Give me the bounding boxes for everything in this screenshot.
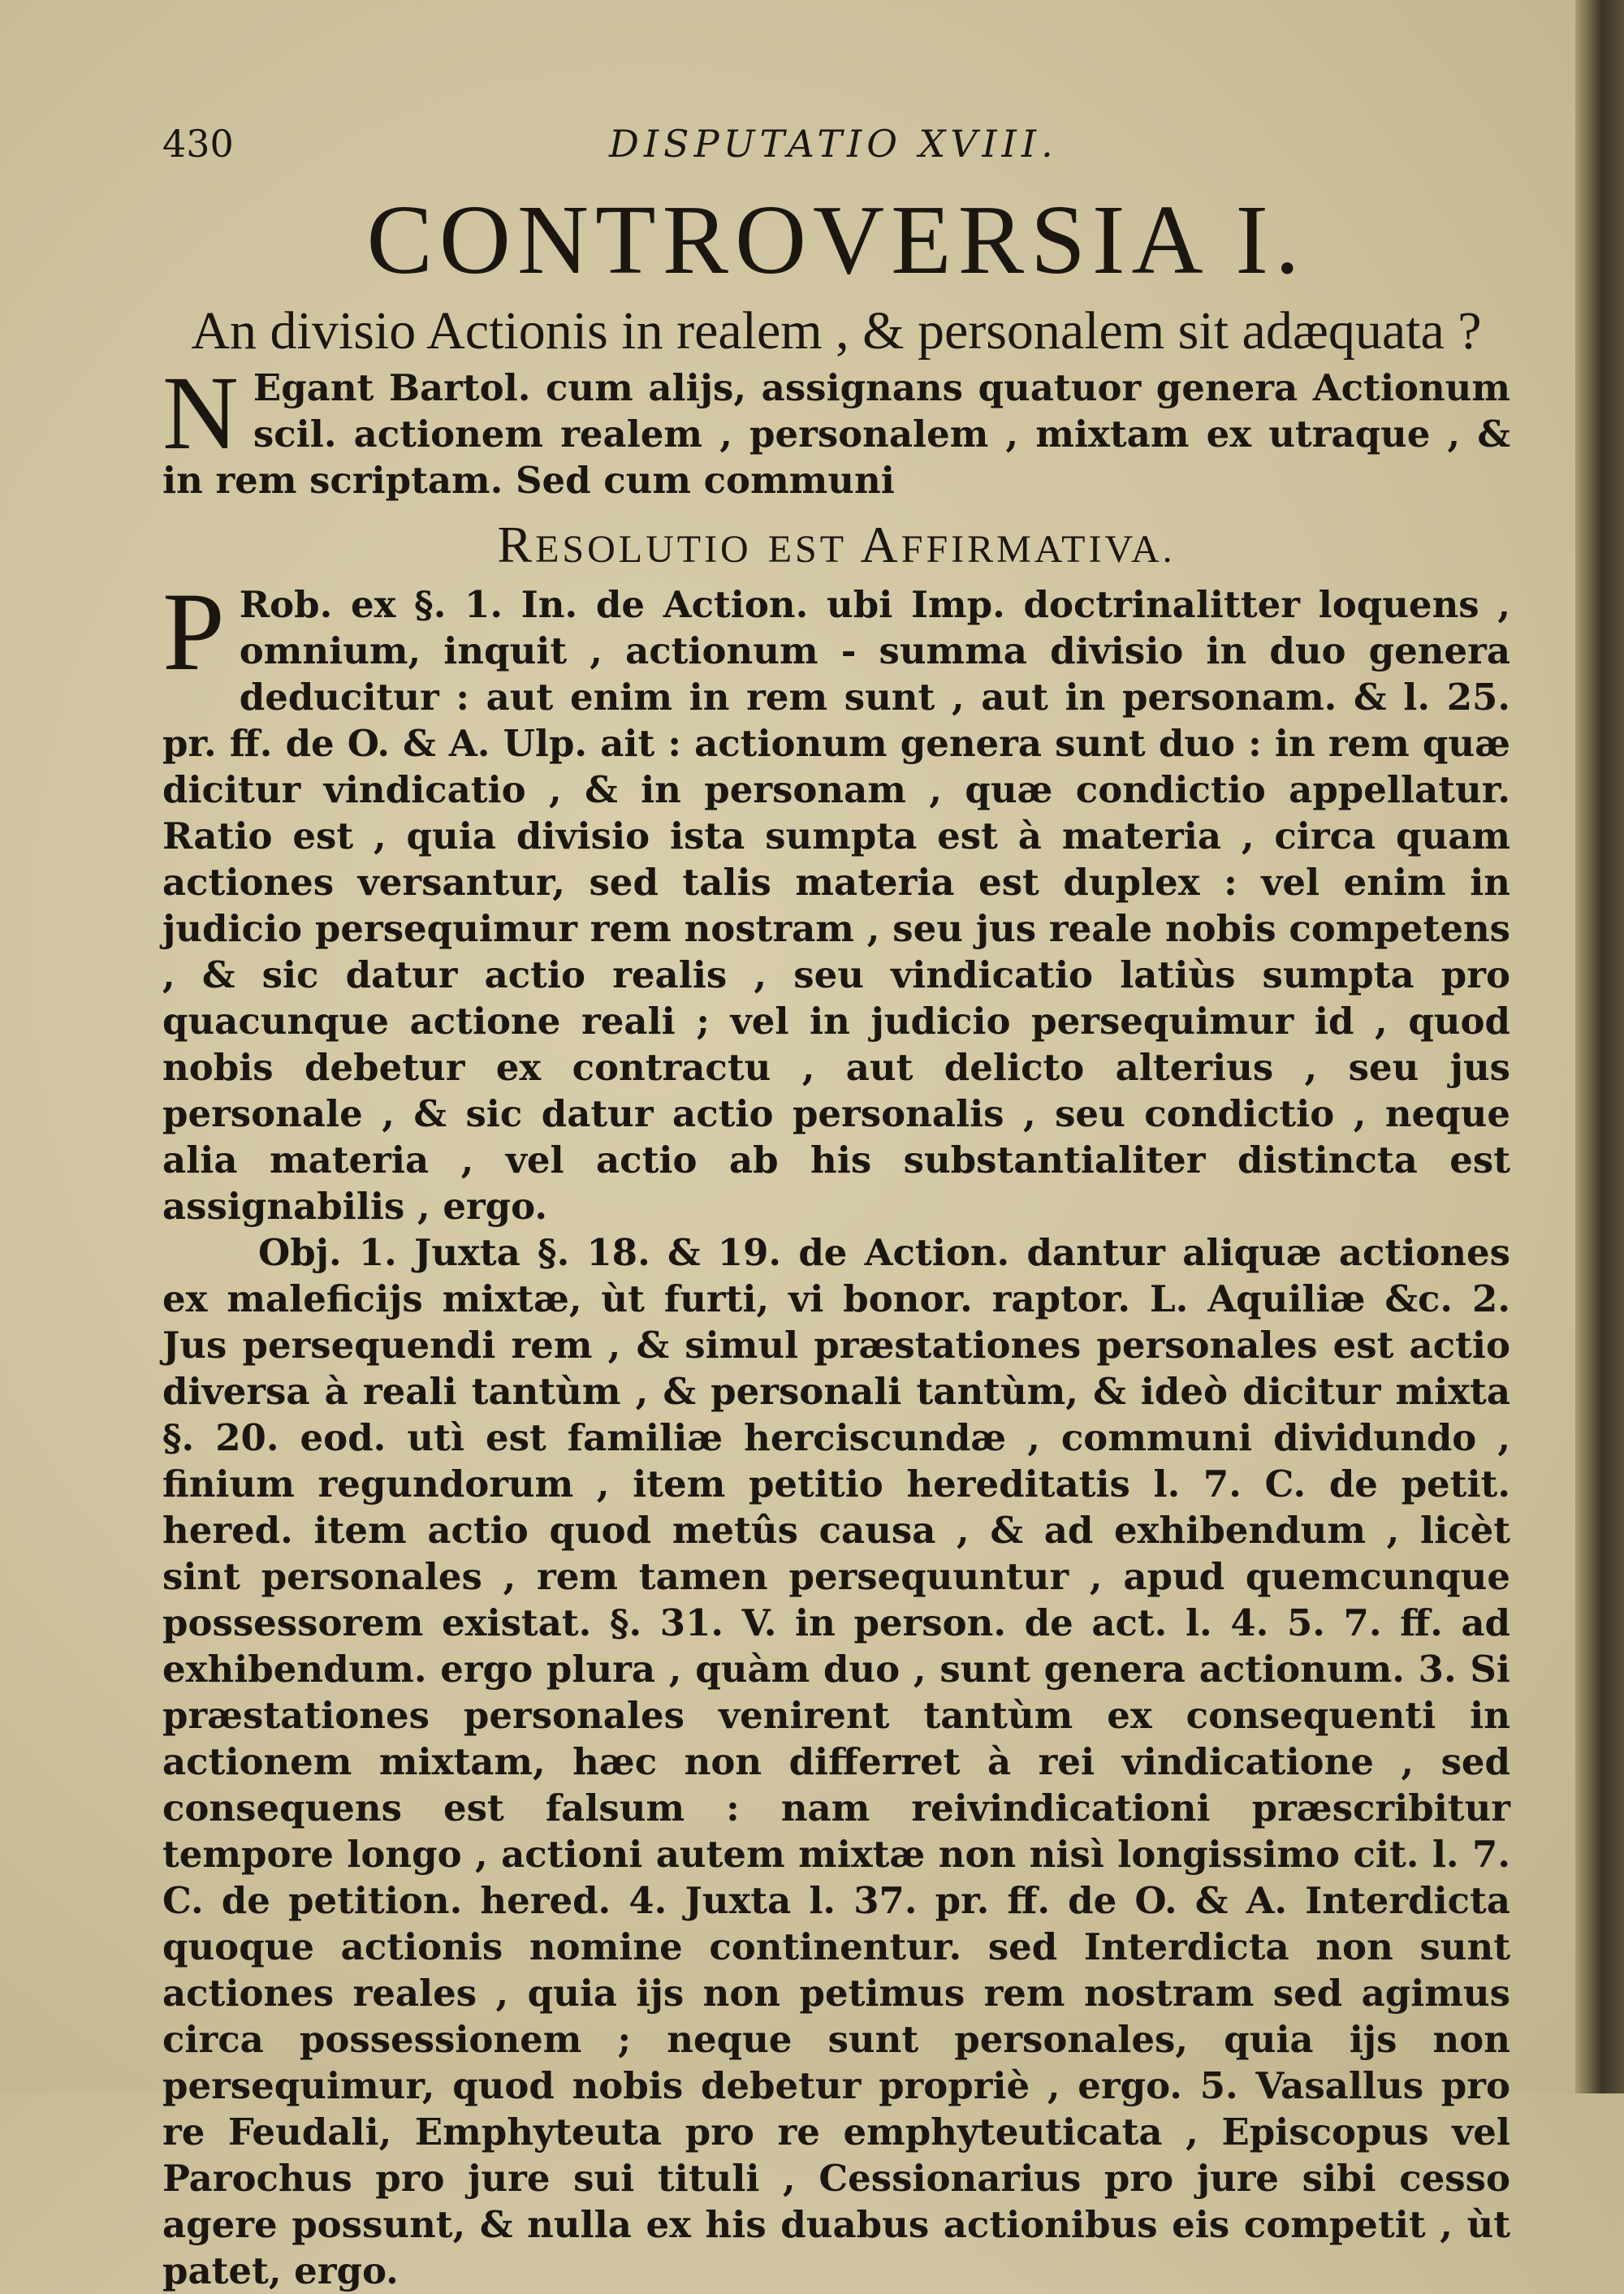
- proof-paragraph: [162, 568, 1510, 1229]
- proof-text: Rob. ex §. 1. In. de Action. ubi Imp. doctrinalitter loquens , omnium, inquit , actionum - summa divisio in duo genera deducitur : aut enim in rem sunt , aut in personam. & l. 25. pr. ff. de O. & A. Ulp. ait : actionum genera sunt duo : in rem quæ dicitur vindicatio , & in personam , quæ condictio appellatur. Ratio est , quia divisio ista sumpta est à materia , circa quam actiones versantur, sed talis materia est duplex : vel enim in judicio persequimur rem nostram , seu jus reale nobis competens , & sic datur actio realis , seu vindicatio latiùs sumpta pro quacunque actione reali ; vel in judicio persequimur id , quod nobis debetur ex contractu , aut delicto alterius , seu jus personale , & sic datur actio personalis , seu condictio , neque alia materia , vel actio ab his substantialiter distincta est assignabilis , ergo.: [162, 582, 1510, 1228]
- page-header: [162, 122, 1510, 171]
- objections-paragraph: Obj. 1. Juxta §. 18. & 19. de Action. dantur aliquæ actiones ex maleficijs mixtæ, ùt furti, vi bonor. raptor. L. Aquiliæ &c. 2. Jus persequendi rem , & simul præstationes personales est actio diversa à reali tantùm , & personali tantùm, & ideò dicitur mixta §. 20. eod. utì est familiæ herciscundæ , communi dividundo , finium regundorum , item petitio hereditatis l. 7. C. de petit. hered. item actio quod metûs causa , & ad exhibendum , licèt sint personales , rem tamen persequuntur , apud quemcunque possessorem existat. §. 31. V. in person. de act. l. 4. 5. 7. ff. ad exhibendum. ergo plura , quàm duo , sunt genera actionum. 3. Si præstationes personales venirent tantùm ex consequenti in actionem mixtam, hæc non differret à rei vindicatione , sed consequens est falsum : nam reivindicationi præscribitur tempore longo , actioni autem mixtæ non nisì longissimo cit. l. 7. C. de petition. hered. 4. Juxta l. 37. pr. ff. de O. & A. Interdicta quoque actionis nomine continentur. sed Interdicta non sunt actiones reales , quia ijs non petimus rem nostram sed agimus circa possessionem ; neque sunt personales, quia ijs non persequimur, quod nobis debetur propriè , ergo. 5. Vasallus pro re Feudali, Emphyteuta pro re emphyteuticata , Episcopus vel Parochus pro jure sui tituli , Cessionarius pro jure sibi cesso agere possunt, & nulla ex his duabus actionibus eis competit , ùt patet, ergo.: [162, 1230, 1510, 2292]
- resolution-letter-r: R: [497, 515, 536, 573]
- resolution-word-3: FFIRMATIVA.: [901, 527, 1176, 571]
- drop-cap-n: N: [162, 354, 239, 472]
- page-content: [162, 122, 1510, 2294]
- resolution-word-1: ESOLUTIO: [535, 527, 752, 571]
- intro-paragraph: [162, 354, 1510, 503]
- intro-text: Egant Bartol. cum alijs, assignans quatuor genera Actionum scil. actionem realem , personalem , mixtam ex utraque , & in rem scriptam. Sed cum communi: [162, 365, 1510, 502]
- controversy-title: CONTROVERSIA I.: [366, 185, 1307, 295]
- question-heading: An divisio Actionis in realem , & personalem sit adæquata ?: [191, 301, 1482, 361]
- drop-cap-p: P: [162, 568, 225, 693]
- book-gutter-shadow: [1575, 0, 1624, 2093]
- running-head: DISPUTATIO XVIII.: [609, 122, 1058, 166]
- page-number: 430: [162, 122, 234, 166]
- resolution-letter-a: A: [860, 515, 901, 573]
- resolution-heading: [162, 515, 1510, 575]
- resolution-word-2: EST: [767, 527, 848, 571]
